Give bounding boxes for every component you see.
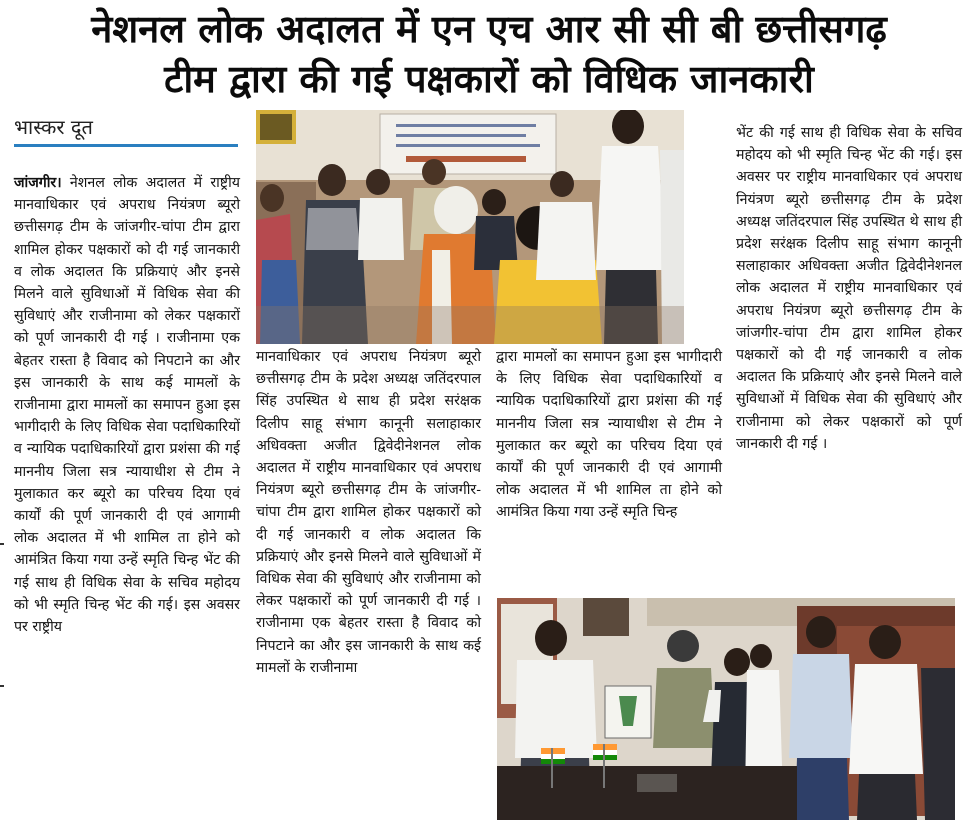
headline-line-2: टीम द्वारा की गई पक्षकारों को विधिक जानकारी [164,57,814,101]
headline [0,4,978,104]
column-1-text: नेशनल लोक अदालत में राष्ट्रीय मानवाधिकार एवं अपराध नियंत्रण ब्यूरो छत्तीसगढ़ टीम के जांजगीर-चांपा टीम द्वारा शामिल होकर पक्षकारों को दी गई जानकारी व लोक अदालत कि प्रक्रियाएं और इनसे मिलने वाले सुविधाओं में विधिक सेवा की सुविधाएं और राजीनामा को लेकर पक्षकारों को पूर्ण जानकारी दी गई । राजीनामा एक बेहतर रास्ता है विवाद को निपटाने का और इस जानकारी के साथ कई मामलों के राजीनामा द्वारा मामलों का समापन हुआ इस भागीदारी के लिए विधिक सेवा पदाधिकारियों व न्यायिक पदाधिकारियों द्वारा प्रशंसा की गई माननीय जिला सत्र न्यायाधीश से टीम ने मुलाकात कर ब्यूरो का परिचय दिया एवं कार्यों की पूर्ण जानकारी दी एवं आगामी लोक अदालत में भी शामिल ता होने को आमंत्रित किया गया उन्हें स्मृति चिन्ह भेंट की गई साथ ही विधिक सेवा के सचिव महोदय को भी स्मृति चिन्ह भेंट की गई। इस अवसर पर राष्ट्रीय [14,175,240,636]
margin-mark [0,543,4,545]
margin-mark [0,685,4,687]
dateline: जांजगीर। [14,175,62,191]
photo-memento-presentation [497,598,955,820]
article-column-2 [256,346,481,679]
article-column-3 [496,346,722,524]
headline-line-1: नेशनल लोक अदालत में एन एच आर सी सी बी छत्तीसगढ़ [91,7,887,51]
column-2-text: मानवाधिकार एवं अपराध नियंत्रण ब्यूरो छत्तीसगढ़ टीम के प्रदेश अध्यक्ष जतिंदरपाल सिंह उपस्थित थे साथ ही प्रदेश सरंक्षक दिलीप साहू संभाग कानूनी सलाहाकार अधिवक्ता अजीत द्विवेदीनेशनल लोक अदालत में राष्ट्रीय मानवाधिकार एवं अपराध नियंत्रण ब्यूरो छत्तीसगढ़ टीम के जांजगीर-चांपा टीम द्वारा शामिल होकर पक्षकारों को दी गई जानकारी व लोक अदालत कि प्रक्रियाएं और इनसे मिलने वाले सुविधाओं में विधिक सेवा की सुविधाएं और राजीनामा को लेकर पक्षकारों को पूर्ण जानकारी दी गई । राजीनामा एक बेहतर रास्ता है विवाद को निपटाने का और इस जानकारी के साथ कई मामलों के राजीनामा [256,349,481,676]
photo-lok-adalat-desk [256,110,684,344]
article-column-1 [14,172,240,638]
article-column-4 [736,122,962,455]
column-4-text: भेंट की गई साथ ही विधिक सेवा के सचिव महोदय को भी स्मृति चिन्ह भेंट की गई। इस अवसर पर राष्ट्रीय मानवाधिकार एवं अपराध नियंत्रण ब्यूरो छत्तीसगढ़ टीम के प्रदेश अध्यक्ष जतिंदरपाल सिंह उपस्थित थे साथ ही प्रदेश सरंक्षक दिलीप साहू संभाग कानूनी सलाहाकार अधिवक्ता अजीत द्विवेदीनेशनल लोक अदालत में राष्ट्रीय मानवाधिकार एवं अपराध नियंत्रण ब्यूरो छत्तीसगढ़ टीम के जांजगीर-चांपा टीम द्वारा शामिल होकर पक्षकारों को दी गई जानकारी व लोक अदालत कि प्रक्रियाएं और इनसे मिलने वाले सुविधाओं में विधिक सेवा की सुविधाएं और राजीनामा को लेकर पक्षकारों को पूर्ण जानकारी दी गई । [736,125,962,452]
column-3-text: द्वारा मामलों का समापन हुआ इस भागीदारी के लिए विधिक सेवा पदाधिकारियों व न्यायिक पदाधिकारियों द्वारा प्रशंसा की गई माननीय जिला सत्र न्यायाधीश से टीम ने मुलाकात कर ब्यूरो का परिचय दिया एवं कार्यों की पूर्ण जानकारी दी एवं आगामी लोक अदालत में भी शामिल ता होने को आमंत्रित किया गया उन्हें स्मृति चिन्ह [496,349,722,521]
byline: भास्कर दूत [14,113,238,147]
